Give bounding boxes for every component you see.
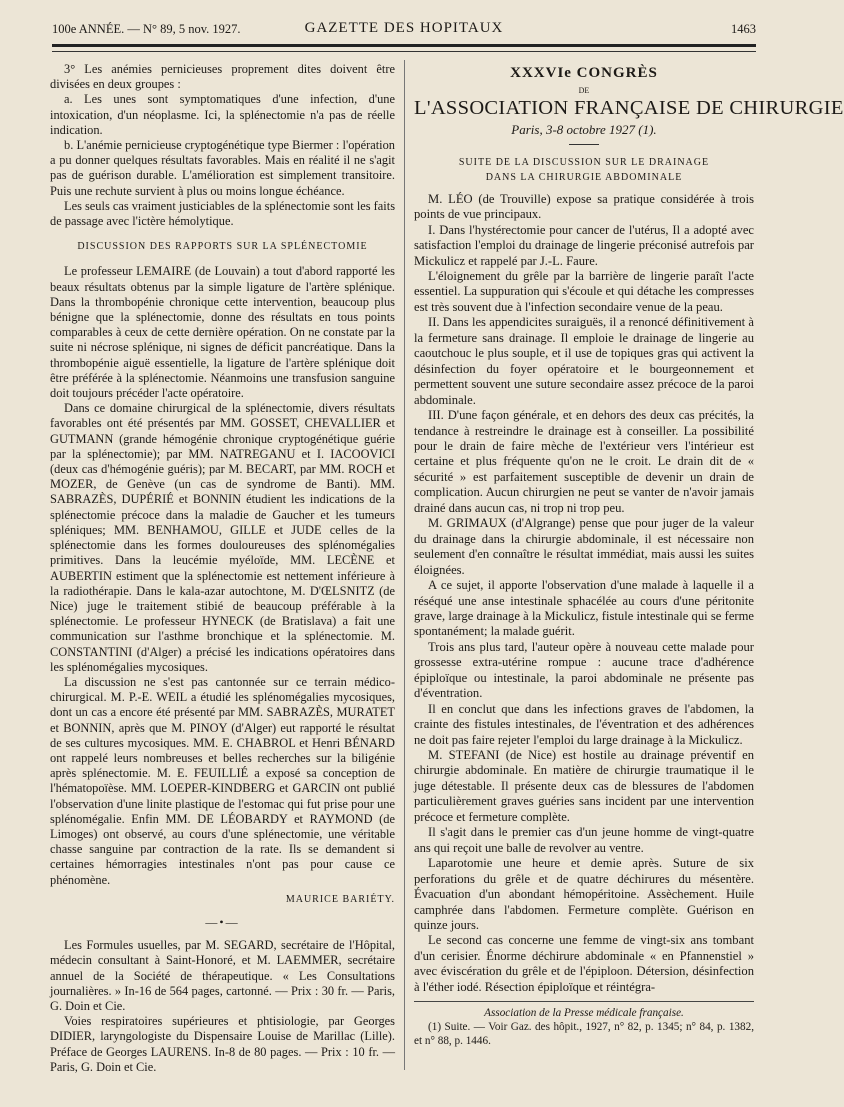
footnotes (414, 1001, 754, 1048)
section-subheading: SUITE DE LA DISCUSSION SUR LE DRAINAGE (458, 156, 710, 168)
right-column (414, 62, 844, 1048)
congress-de: DE (578, 86, 590, 96)
paragraph: M. GRIMAUX (d'Algrange) pense que pour juger de la valeur du drainage dans la chirurgie abdominale, il est nécessaire non seulement d'en connaître le résultat immédiat, mais aussi les suites éloignées. (414, 516, 754, 577)
congress-title: XXXVIe CONGRÈS (510, 65, 658, 81)
paragraph: b. L'anémie pernicieuse cryptogénétique type Biermer : l'opération a pu donner quelques résultats favorables. Mais en réalité il ne s'agit pas de guérison durable. L'amélioration est simplement transitoire. Puis une rechute survient à plus ou moins longue échéance. (50, 138, 395, 198)
paragraph: L'éloignement du grêle par la barrière de lingerie paraît l'acte essentiel. La suppuration qui s'écoule et qui détache les compresses est très souvent due à l'infection secondaire venue de la peau. (414, 268, 754, 314)
book-notice: Voies respiratoires supérieures et phtisiologie, par Georges DIDIER, laryngologiste du Dispensaire Louise de Marillac (Lille). Préface de Georges LAURENS. In-8 de 80 pages. — Prix : 10 fr. — Paris, G. Doin et Cie. (50, 1014, 395, 1074)
footnote: (1) Suite. — Voir Gaz. des hôpit., 1927, n° 82, p. 1345; n° 84, p. 1382, et n° 88, p. 1446. (414, 1021, 754, 1048)
section-subheading: DISCUSSION DES RAPPORTS SUR LA SPLÉNECTOMIE (77, 241, 368, 253)
paragraph: Laparotomie une heure et demie après. Suture de six perforations du grêle et de quatre déchirures du mésentère. Évacuation d'un abondant hémopéritoine. Assèchement. Huile camphrée dans l'abdomen. Fermeture complète. Guérison en quinze jours. (414, 856, 754, 933)
paragraph: Il en conclut que dans les infections graves de l'abdomen, la crainte des fistules intestinales, de l'éventration et des adhérences ne doit pas faire rejeter l'emploi du large drainage à la Mickulicz. (414, 701, 754, 747)
paragraph: Trois ans plus tard, l'auteur opère à nouveau cette malade pour grossesse extra-utérine rompue : aucune trace d'adhérence épiploïque ou intestinale, la paroi abdominale ne présente pas d'éventration. (414, 639, 754, 701)
congress-dates: Paris, 3-8 octobre 1927 (1). (511, 122, 657, 138)
author-signature: MAURICE BARIÉTY. (285, 893, 395, 905)
header-rule-thin (52, 51, 756, 52)
paragraph: A ce sujet, il apporte l'observation d'une malade à laquelle il a réséqué une anse intestinale sphacélée au cours d'une péritonite grave, large drainage à la Mickulicz, fistule intestinale qui se ferme spontanément; la malade guérit. (414, 578, 754, 639)
short-rule (569, 144, 599, 145)
paragraph: Le professeur LEMAIRE (de Louvain) a tout d'abord rapporté les beaux résultats obtenus par la simple ligature de l'artère splénique. Dans la thrombopénie chronique cette intervention, beaucoup plus bénigne que la splénectomie, donne des résultats en tous points comparables à ceux de cette dernière opération. On ne constate par la suite ni nécrose splénique, ni signes de déficit pancréatique. Dans la thrombopénie aiguë essentielle, la ligature de l'artère splénique doit être préférée à la splénectomie. Néanmoins une transfusion sanguine doit toujours précéder l'acte opératoire. (50, 264, 395, 401)
paragraph: 3° Les anémies pernicieuses proprement dites doivent être divisées en deux groupes : (50, 62, 395, 92)
paragraph: Les seuls cas vraiment justiciables de la splénectomie sont les faits de passage avec l'ictère hémolytique. (50, 198, 396, 229)
paragraph: M. LÉO (de Trouville) expose sa pratique considérée à trois points de vue principaux. (414, 191, 754, 222)
book-notice: Les Formules usuelles, par M. SEGARD, secrétaire de l'Hôpital, médecin consultant à Saint-Honoré, et M. LAEMMER, secrétaire annuel de la Société de thérapeutique. « Les Consultations journalières. » In-16 de 564 pages, cartonné. — Prix : 30 fr. — Paris, G. Doin et Cie. (50, 938, 395, 1013)
ornament-divider: —•— (205, 914, 240, 929)
paragraph: a. Les unes sont symptomatiques d'une infection, d'une intoxication, d'un néoplasme. Ici, la splénectomie n'a pas de réelle indication. (50, 92, 395, 137)
column-divider (404, 60, 405, 1070)
journal-title: GAZETTE DES HOPITAUX (304, 20, 504, 36)
association-title: L'ASSOCIATION FRANÇAISE DE CHIRURGIE (414, 96, 844, 119)
section-subheading: DANS LA CHIRURGIE ABDOMINALE (485, 172, 683, 184)
paragraph: II. Dans les appendicites suraiguës, il a renoncé définitivement à la fermeture sans drainage. Il emploie le drainage de lingerie au caoutchouc le plus souple, et il use de topiques gras qui activent la désinfection du foyer opératoire et le bourgeonnement et permettent souvent une suture secondaire assez précoce de la paroi abdominale. (414, 315, 754, 407)
issue-info: 100e ANNÉE. — N° 89, 5 nov. 1927. (52, 22, 241, 36)
paragraph: M. STEFANI (de Nice) est hostile au drainage préventif en chirurgie abdominale. En matière de chirurgie traumatique il le juge détestable. Il présente deux cas de blessures de l'abdomen particulièrement graves guéries sans incident par une intervention précoce et fermeture complète. (414, 748, 754, 824)
header-rule (52, 44, 756, 47)
left-column (50, 62, 395, 1075)
page-number: 1463 (731, 22, 756, 36)
paragraph: III. D'une façon générale, et en dehors des deux cas précités, la tendance à restreindre le drainage est à conseiller. La possibilité pour le drain de faire mèche de l'extérieur vers l'intérieur est certaine et plus fréquente qu'on ne le croit. Le drain dit de « sécurité » est parfaitement susceptible de devenir un drain de complication. Aucun chirurgien ne peut se vanter de n'avoir jamais drainé dans aucun cas, ni trop ni trop peu. (414, 408, 754, 515)
footnote-association: Association de la Presse médicale française. (484, 1007, 684, 1020)
paragraph: La discussion ne s'est pas cantonnée sur ce terrain médico-chirurgical. M. P.-E. WEIL a étudié les splénomégalies mycosiques, dont un cas a encore été présenté par MM. SABRAZÈS, MURATET et BONNIN, après que M. PINOY (d'Alger) eut rapporté le résultat de ses cultures mycosiques. MM. E. CHABROL et Henri BÉNARD ont rappelé leurs nombreuses et belles recherches sur la biligénie après splénectomie. M. E. FEUILLIÉ a exposé sa conception de l'hématopoïèse. MM. LOEPER-KINDBERG et GARCIN ont publié l'observation d'une linite plastique de l'estomac qui fut prise pour une splénomégalie. Enfin MM. DE LÉOBARDY et RAYMOND (de Limoges) ont observé, au cours d'une splénectomie, une véritable chasse sanguine par contraction de la rate. Ils se demandent si certaines hémorragies intestinales n'ont pas pour cause ce phénomène. (50, 674, 395, 887)
paragraph: Il s'agit dans le premier cas d'un jeune homme de vingt-quatre ans qui reçoit une balle de revolver au ventre. (414, 825, 754, 855)
paragraph: Le second cas concerne une femme de vingt-six ans tombant d'un cerisier. Énorme déchirure abdominale « en Pfannenstiel » avec éviscération du grêle et de l'épiploon. Détersion, désinfection à l'éther iodé. Résection épiploïque et réintégra- (414, 933, 754, 994)
paragraph: I. Dans l'hystérectomie pour cancer de l'utérus, Il a adopté avec satisfaction l'emploi du drainage de lingerie préconisé autrefois par Mickulicz et rappelé par J.-L. Faure. (414, 222, 754, 268)
paragraph: Dans ce domaine chirurgical de la splénectomie, divers résultats favorables ont été présentés par MM. GOSSET, CHEVALLIER et GUTMANN (grande hémogénie chronique cryptogénétique guérie par la splénectomie); par MM. NATREGANU et I. IACOOVICI (deux cas d'hémogénie guéris); par M. BECART, par MM. ROCH et MOZER, de Genève (un cas de syndrome de Banti). MM. SABRAZÈS, DUPÉRIÉ et BONNIN étudient les indications de la splénectomie précoce dans la maladie de Gaucher et les tumeurs spléniques; MM. BENHAMOU, GILLE et JUDE celles de la splénectomie dans les formes douloureuses des splénomégalies primitives. Dans la leucémie myéloïde, MM. LECÈNE et AUBERTIN estiment que la splénectomie est nettement inférieure à la radiothérapie. Dans le kala-azar autochtone, M. D'ŒLSNITZ (de Nice) juge le traitement stibié de beaucoup préférable à la splénectomie. Le professeur HYNECK (de Bratislava) a fait une communication sur l'asthme bronchique et la splénectomie. M. CONSTANTINI (d'Alger) a précisé les indications opératoires dans les splénomégalies mycosiques. (50, 401, 395, 674)
page-header (52, 22, 756, 44)
